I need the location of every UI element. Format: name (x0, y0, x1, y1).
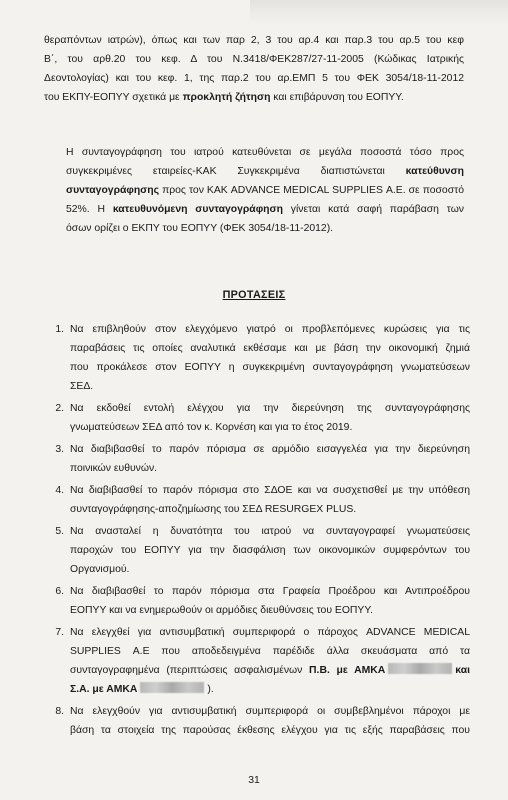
text-line: Β΄, του αρθ.20 του κεφ. Δ του Ν.3418/ΦΕΚ287/27-11-2005 (Κώδικας Ιατρικής (44, 54, 464, 65)
redacted-amka (140, 682, 204, 693)
bold-phrase: συνταγογράφησης (66, 185, 160, 196)
text-line: Να διαβιβασθεί το παρόν πόρισμα στα Γραφεία Προέδρου και Αντιπροέδρου (70, 586, 470, 597)
text-line: Δεοντολογίας) και του κεφ. 1, της παρ.2 του αρ.ΕΜΠ 5 του ΦΕΚ 3054/18-11-2012 (44, 73, 464, 84)
text-line: που προκάλεσε στον ΕΟΠΥΥ η συγκεκριμένη συνταγογράφηση γνωματεύσεων (70, 362, 470, 373)
text-line: Να επιβληθούν στον ελεγχόμενο γιατρό οι προβλεπόμενες κυρώσεις για τις (70, 324, 470, 335)
text-run: προς τον ΚΑΚ ADVANCE MEDICAL SUPPLIES Α.Ε. σε ποσοστό (159, 185, 464, 196)
scan-shadow (250, 0, 508, 24)
item-number: 7. (55, 627, 64, 638)
text-run: γίνεται κατά σαφή παράβαση των (282, 204, 464, 215)
text-line: Οργανισμού. (70, 564, 130, 575)
text-line: SUPPLIES Α.Ε που αποδεδειγμένα παρέδιδε άλλα σκευάσματα από τα (70, 646, 470, 657)
text-line: θεραπόντων ιατρών), όπως και των παρ 2, 3 του αρ.4 και παρ.3 του αρ.5 του κεφ (44, 35, 464, 46)
item-number: 4. (55, 485, 64, 496)
page-number: 31 (248, 775, 260, 786)
item-text (70, 440, 470, 478)
item-text (70, 702, 470, 740)
section-heading: ΠΡΟΤΑΣΕΙΣ (222, 289, 286, 301)
item-number: 1. (55, 324, 64, 335)
item-number: 2. (55, 403, 64, 414)
paragraph-legal-references (44, 31, 464, 107)
bold-phrase: κατεύθυνση (405, 166, 464, 177)
text-line: Να ανασταλεί η δυνατότητα του ιατρού να συνταγογραφεί γνωματεύσεις (70, 526, 470, 537)
bold-phrase: Σ.Α. με ΑΜΚΑ (70, 684, 138, 695)
text-line (44, 181, 464, 200)
item-text (70, 481, 470, 519)
proposal-item (40, 582, 470, 620)
proposal-item (40, 623, 470, 699)
text-run: συγκεκριμένες εταιρείες-ΚΑΚ Συγκεκριμένα διαπιστώνεται (66, 166, 406, 177)
text-line: Να εκδοθεί εντολή ελέγχου για την διερεύνηση της συνταγογράφησης (70, 403, 470, 414)
item-number: 6. (55, 586, 64, 597)
redacted-amka (388, 663, 452, 674)
item-number: 8. (55, 706, 64, 717)
text-line: γνωματεύσεων ΣΕΔ από τον κ. Κορνέση και για το έτος 2019. (70, 422, 353, 433)
item-text (70, 399, 470, 437)
paragraph-prescription-direction (44, 143, 464, 238)
proposal-item (40, 481, 470, 519)
proposal-item (40, 702, 470, 740)
item-text (70, 582, 470, 620)
text-line: ποινικών ευθυνών. (70, 463, 158, 474)
text-run: ). (207, 684, 214, 695)
text-line: ΕΟΠΥΥ και να ενημερωθούν οι αρμόδιες διευθύνσεις του ΕΟΠΥΥ. (70, 605, 373, 616)
proposal-item (40, 399, 470, 437)
text-line: Να διαβιβασθεί το παρόν πόρισμα στο ΣΔΟΕ και να συσχετισθεί με την υπόθεση (70, 485, 470, 496)
proposal-item (40, 522, 470, 579)
text-line (70, 680, 470, 699)
proposal-item (40, 320, 470, 396)
text-line: Να ελεγχθούν για αντισυμβατική συμπεριφορά οι συμβεβλημένοι πάροχοι με (70, 706, 470, 717)
text-run: συνταγογραφημένα (περιπτώσεις ασφαλισμένων (70, 665, 310, 676)
text-line (70, 661, 470, 680)
text-run: και επιβάρυνση του ΕΟΠΥΥ. (270, 92, 404, 103)
item-number: 5. (55, 526, 64, 537)
text-line: συνταγογράφησης-αποζημίωσης του ΣΕΔ RESURGEX PLUS. (70, 504, 357, 515)
text-line: παροχών του ΕΟΠΥΥ για την διασφάλιση των οικονομικών συμφερόντων του (70, 545, 470, 556)
text-line: Η συνταγογράφηση του ιατρού κατευθύνεται σε μεγάλα ποσοστά τόσο προς (66, 147, 464, 158)
text-line: όσων ορίζει ο ΕΚΠΥ του ΕΟΠΥΥ (ΦΕΚ 3054/18-11-2012). (66, 223, 334, 234)
bold-phrase: Π.Β. με ΑΜΚΑ (309, 665, 386, 676)
text-line (44, 200, 464, 219)
item-text (70, 320, 470, 396)
item-number: 3. (55, 444, 64, 455)
text-line: παραβάσεις τις οποίες αναλυτικά εκθέσαμε και με βάση την οικονομική ζημιά (70, 343, 470, 354)
bold-phrase: κατευθυνόμενη συνταγογράφηση (112, 204, 283, 215)
text-line: βάση τα στοιχεία της παρούσας έκθεσης ελέγχου για τις εξής παραβάσεις που (70, 725, 470, 736)
text-run: 52%. Η (66, 204, 113, 215)
proposals-list (40, 320, 470, 743)
text-line: Να ελεγχθεί για αντισυμβατική συμπεριφορά ο πάροχος ADVANCE MEDICAL (70, 627, 470, 638)
text-line (44, 88, 464, 107)
text-line: Να διαβιβασθεί το παρόν πόρισμα σε αρμόδιο εισαγγελέα για την διερεύνηση (70, 444, 470, 455)
text-line (44, 162, 464, 181)
bold-phrase: και (455, 665, 471, 676)
text-line: ΣΕΔ. (70, 381, 94, 392)
item-text (70, 522, 470, 579)
text-run: του ΕΚΠΥ-ΕΟΠΥΥ σχετικά με (44, 92, 183, 103)
bold-phrase: προκλητή ζήτηση (182, 92, 271, 103)
item-text (70, 623, 470, 699)
proposal-item (40, 440, 470, 478)
